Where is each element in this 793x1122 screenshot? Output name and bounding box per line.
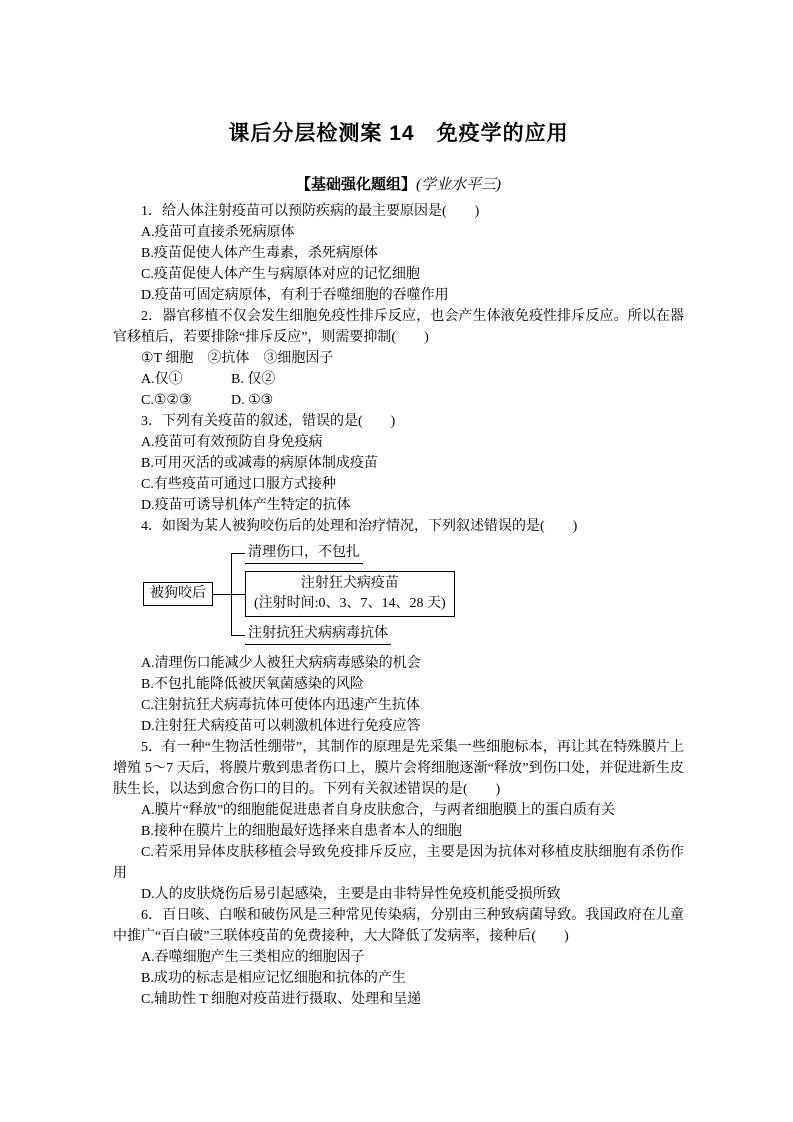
q4-treatment-diagram — [143, 545, 684, 645]
q6-option-a: A.吞噬细胞产生三类相应的细胞因子 — [141, 950, 365, 965]
q5-option-a: A.膜片“释放”的细胞能促进患者自身皮肤愈合，与两者细胞膜上的蛋白质有关 — [141, 803, 616, 818]
q4-option-c: C.注射抗狂犬病毒抗体可使体内迅速产生抗体 — [141, 698, 420, 713]
diagram-vaccine-line2: (注射时间:0、3、7、14、28 天) — [254, 596, 446, 611]
section-header — [113, 174, 684, 196]
q2-options-row-1 — [113, 369, 684, 390]
diagram-mid-connector-line — [213, 594, 245, 595]
q2-stem: 2．器官移植不仅会发生细胞免疫性排斥反应，也会产生体液免疫性排斥反应。所以在器官移植后，若要排除“排斥反应”，则需要抑制( ) — [113, 309, 684, 345]
q2-items: ①T 细胞 ②抗体 ③细胞因子 — [141, 351, 334, 366]
q1-stem: 1．给人体注射疫苗可以预防疾病的最主要原因是( ) — [141, 204, 480, 219]
section-level-note: (学业水平三) — [416, 177, 501, 193]
q2-option-c: C.①②③ — [141, 393, 192, 408]
diagram-root-box: 被狗咬后 — [143, 582, 213, 606]
q1-option-b: B.疫苗促使人体产生毒素，杀死病原体 — [141, 246, 378, 261]
q2-option-a: A.仅① — [141, 372, 183, 387]
q3-option-c: C.有些疫苗可通过口服方式接种 — [141, 477, 336, 492]
section-group-label: 【基础强化题组】 — [295, 176, 416, 193]
q4-stem: 4．如图为某人被狗咬伤后的处理和治疗情况，下列叙述错误的是( ) — [141, 519, 578, 534]
diagram-branch-clean-wound: 清理伤口，不包扎 — [245, 544, 363, 564]
q4-option-a: A.清理伤口能减少人被狂犬病病毒感染的机会 — [141, 656, 421, 671]
diagram-vaccine-line1: 注射狂犬病疫苗 — [300, 576, 399, 591]
q5-stem: 5．有一种“生物活性绷带”，其制作的原理是先采集一些细胞标本，再让其在特殊膜片上增殖 5～7 天后，将膜片敷到患者伤口上，膜片会将细胞逐渐“释放”到伤口处，并促进新生皮肤生长，以达到愈合伤口的目的。下列有关叙述错误的是( ) — [113, 740, 684, 797]
q5-option-d: D.人的皮肤烧伤后易引起感染，主要是由非特异性免疫机能受损所致 — [141, 887, 561, 902]
page-title: 课后分层检测案 14 免疫学的应用 — [228, 122, 569, 145]
diagram-bracket-line — [231, 553, 232, 636]
q1-option-c: C.疫苗促使人体产生与病原体对应的记忆细胞 — [141, 267, 420, 282]
q4-option-d: D.注射狂犬病疫苗可以刺激机体进行免疫应答 — [141, 719, 421, 734]
diagram-branch3-stub-line — [231, 635, 245, 636]
q6-stem: 6．百日咳、白喉和破伤风是三种常见传染病，分别由三种致病菌导致。我国政府在儿童中推广“百白破”三联体疫苗的免费接种，大大降低了发病率，接种后( ) — [113, 908, 684, 944]
q2-option-b: B. 仅② — [231, 372, 276, 387]
diagram-branch-vaccine-box — [245, 571, 455, 617]
q6-option-b: B.成功的标志是相应记忆细胞和抗体的产生 — [141, 971, 406, 986]
q5-option-c: C.若采用异体皮肤移植会导致免疫排斥反应，主要是因为抗体对移植皮肤细胞有杀伤作用 — [113, 845, 684, 881]
q5-option-b: B.接种在膜片上的细胞最好选择来自患者本人的细胞 — [141, 824, 462, 839]
q1-option-a: A.疫苗可直接杀死病原体 — [141, 225, 295, 240]
q2-options-row-2 — [113, 390, 684, 411]
q3-option-a: A.疫苗可有效预防自身免疫病 — [141, 435, 323, 450]
q2-option-d: D. ①③ — [231, 393, 274, 408]
q6-option-c: C.辅助性 T 细胞对疫苗进行摄取、处理和呈递 — [141, 992, 422, 1007]
diagram-branch-antibody: 注射抗狂犬病病毒抗体 — [245, 625, 391, 645]
q4-option-b: B.不包扎能降低被厌氧菌感染的风险 — [141, 677, 364, 692]
q1-option-d: D.疫苗可固定病原体，有利于吞噬细胞的吞噬作用 — [141, 288, 449, 303]
q3-option-b: B.可用灭活的或减毒的病原体制成疫苗 — [141, 456, 378, 471]
q3-stem: 3．下列有关疫苗的叙述，错误的是( ) — [141, 414, 396, 429]
diagram-branch1-stub-line — [231, 553, 245, 554]
q3-option-d: D.疫苗可诱导机体产生特定的抗体 — [141, 498, 351, 513]
